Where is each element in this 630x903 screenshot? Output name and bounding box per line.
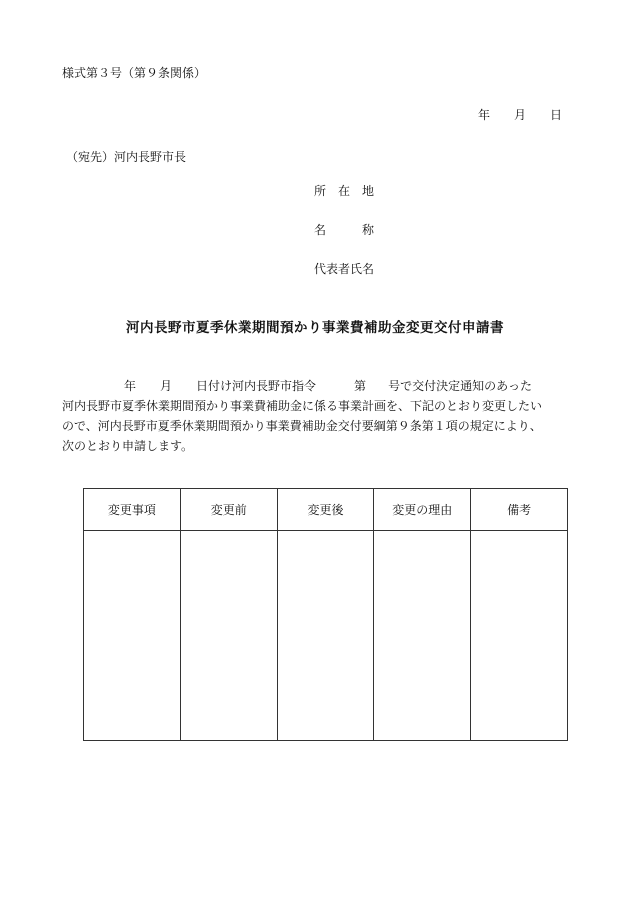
applicant-name-label: 名 称 (314, 223, 375, 237)
cell-after-change (277, 531, 374, 741)
date-day: 日 (550, 108, 563, 122)
table-header-row (84, 489, 568, 531)
table-row (84, 531, 568, 741)
header-remarks: 備考 (471, 489, 568, 531)
body-line-4: 次のとおり申請します。 (62, 439, 194, 453)
body-dated-by: 日付け河内長野市指令 (196, 379, 317, 393)
body-line-1 (62, 376, 572, 396)
body-line-3: ので、河内長野市夏季休業期間預かり事業費補助金交付要綱第９条第１項の規定により、 (62, 419, 542, 433)
date-year: 年 (478, 108, 491, 122)
body-line-2: 河内長野市夏季休業期間預かり事業費補助金に係る事業計画を、下記のとおり変更したい (62, 399, 543, 413)
header-change-item: 変更事項 (84, 489, 181, 531)
addressee: （宛先）河内長野市長 (66, 150, 187, 164)
applicant-representative-label: 代表者氏名 (314, 262, 375, 276)
body-month: 月 (160, 379, 173, 393)
cell-remarks (471, 531, 568, 741)
header-after-change: 変更後 (277, 489, 374, 531)
cell-before-change (180, 531, 277, 741)
request-body (62, 376, 572, 456)
change-table (83, 488, 568, 741)
header-before-change: 変更前 (180, 489, 277, 531)
body-no-suffix: 号で交付決定通知のあった (388, 379, 532, 393)
body-year: 年 (124, 379, 137, 393)
date-line (478, 106, 562, 123)
date-month: 月 (514, 108, 527, 122)
body-no-prefix: 第 (354, 379, 367, 393)
applicant-address-label: 所 在 地 (314, 184, 375, 198)
form-number: 様式第３号（第９条関係） (62, 66, 207, 80)
header-change-reason: 変更の理由 (374, 489, 471, 531)
document-title: 河内長野市夏季休業期間預かり事業費補助金変更交付申請書 (126, 320, 504, 336)
cell-change-item (84, 531, 181, 741)
cell-change-reason (374, 531, 471, 741)
